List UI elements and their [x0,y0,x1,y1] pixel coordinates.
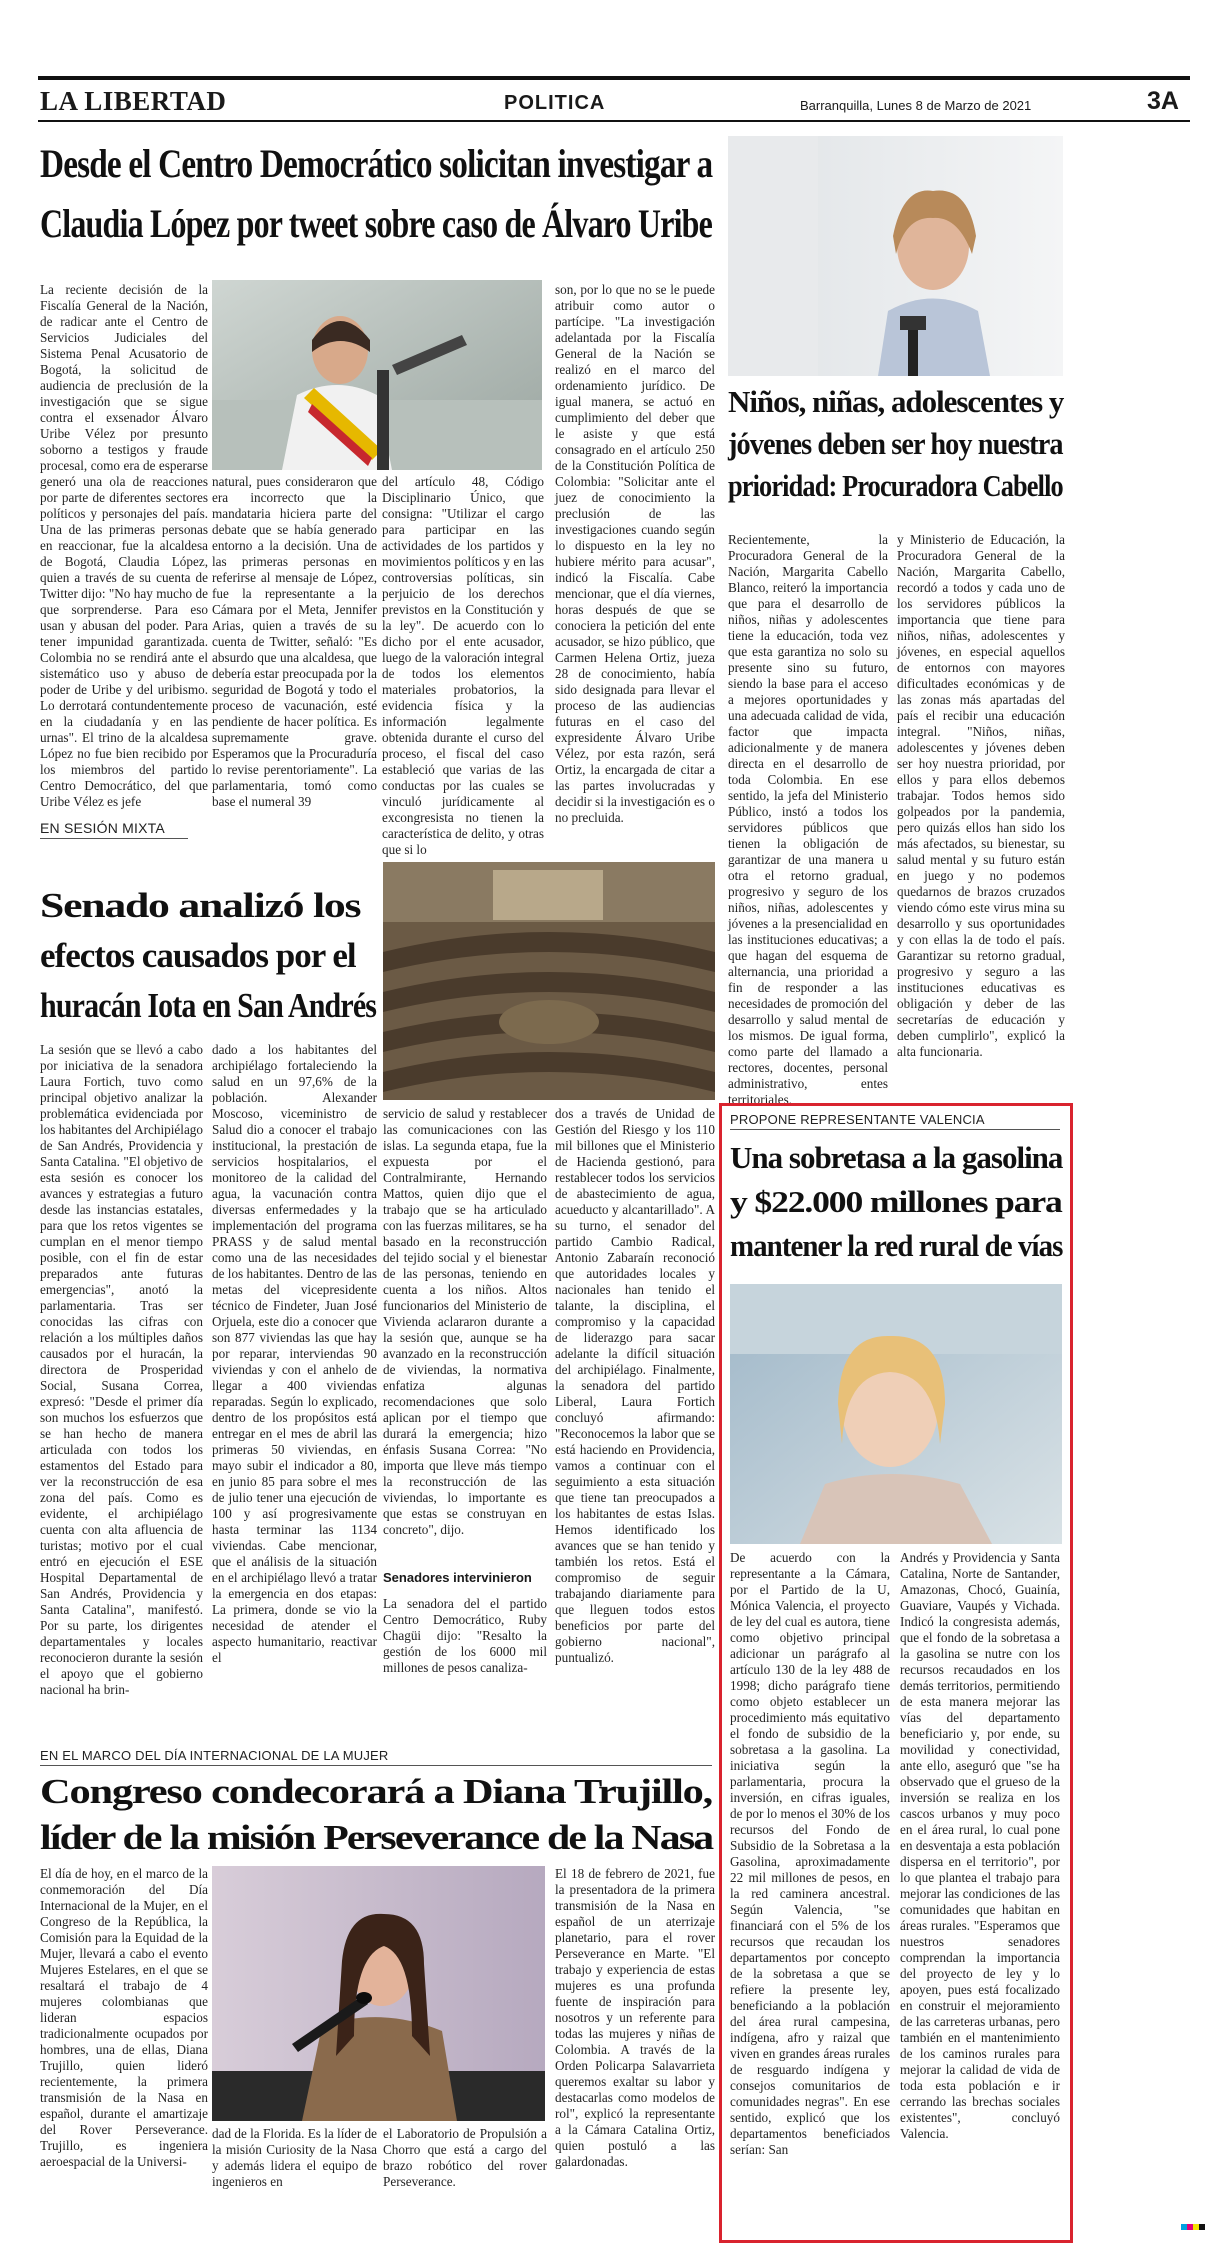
congress-session-photo [383,862,715,1100]
gasolina-kicker: PROPONE REPRESENTANTE VALENCIA [730,1112,985,1127]
color-registration-mark [1181,2224,1205,2230]
page-number: 3A [1147,87,1179,115]
uribe-column-1: La reciente decisión de la Fiscalía General de la Nación, de radicar ante el Centro de Servicios Judiciales del Sistema Penal Acusatorio de Bogotá, la solicitud de audiencia de preclusión de la investigación que se sigue contra el exsenador Álvaro Uribe Vélez por presunto soborno a testigos y fraude procesal, como era de esperarse generó una ola de reacciones por parte de diferentes sectores políticos y personajes del país. Una de las primeras personas en reaccionar, fue la alcaldesa de Bogotá, Claudia López, quien a través de su cuenta de Twitter dijo: "No hay mucho de que sorprenderse. Para eso usan y abusan del poder. Para tener impunidad garantizada. Colombia no se rendirá ante el sistemático uso y abuso de poder de Uribe y del uribismo. Lo derrotará contundentemente en la ciudadanía y en las urnas". El trino de la alcaldesa López no fue bien recibido por los miembros del partido Centro Democrático, del que Uribe Vélez es jefe [40,282,208,809]
procuradora-headline-line3: prioridad: Procuradora Cabello [728,468,1063,503]
margarita-cabello-photo [728,136,1063,376]
trujillo-column-4: El 18 de febrero de 2021, fue la presentadora de la primera transmisión de la Nasa en español de un aterrizaje planetario, para el rover Perseverance en Marte. "El trabajo y experiencia de estas mujeres es una profunda fuente de inspiración para nosotros y un referente para todas las mujeres y niñas de Colombia. A través de la Orden Policarpa Salavarrieta queremos exaltar su labor y destacarlas como modelos de rol", explicó la representante a la Cámara Catalina Ortiz, quien postuló a las galardonadas. [555,1866,715,2169]
trujillo-kicker: EN EL MARCO DEL DÍA INTERNACIONAL DE LA MUJER [40,1748,389,1763]
procuradora-column-1: Recientemente, la Procuradora General de la Nación, Margarita Cabello Blanco, reiteró la importancia que para el desarrollo de niños, niñas y adolescentes tiene la educación, toda vez que esta garantiza no solo su presente sino su futuro, siendo la base para el acceso a mejores oportunidades y una adecuada calidad de vida, factor que impacta adicionalmente y de manera directa en el desarrollo de toda Colombia. En ese sentido, la jefa del Ministerio Público, instó a todos los servidores públicos que tienen la obligación de garantizar de una manera u otra el retorno gradual, progresivo y seguro de los niños, niñas, adolescentes y jóvenes a la presencialidad en las instituciones educativas; a que hagan del esquema de alternancia, una prioridad a fin de responder a las necesidades de promoción del desarrollo y salud mental de los mismos. De igual forma, como parte del llamado a rectores, docentes, personal administrativo, entes territoriales, [728,532,888,1107]
senado-headline-line2: efectos causados por el [40,936,356,975]
gasolina-column-2: Andrés y Providencia y Santa Catalina, Norte de Santander, Amazonas, Chocó, Guainía, Guaviare, Vaupés y Vichada. Indicó la congresista además, que el fondo de la sobretasa a la gasolina se nutre con los recursos recaudados en los demás territorios, permitiendo de esta manera mejorar las vías del departamento beneficiario y, por ende, su movilidad y conectividad, ante ello, aseguró que "se ha observado que el grueso de la inversión se realiza en los cascos urbanos y muy poco en el área rural, lo cual pone en desventaja a esta población dispersa en el territorio", por lo que plantea el trabajo para mejorar las condiciones de las comunidades que habitan en áreas rurales. "Esperamos que nuestros senadores comprendan la importancia del proyecto de ley y lo apoyen, pues está focalizado en construir el mejoramiento de las carreteras urbanas, pero también en el mantenimiento de los caminos rurales para mejorar la calidad de vida de toda esta población e ir cerrando las brechas sociales existentes", concluyó Valencia. [900,1550,1060,2141]
newspaper-name: LA LIBERTAD [40,86,227,116]
section-name: POLITICA [504,92,606,114]
procuradora-headline-line1: Niños, niñas, adolescentes y [728,384,1064,419]
procuradora-headline-line2: jóvenes deben ser hoy nuestra [728,426,1063,461]
monica-valencia-photo [730,1284,1062,1544]
issue-date: Barranquilla, Lunes 8 de Marzo de 2021 [800,98,1032,113]
gasolina-column-1: De acuerdo con la representante a la Cámara, por el Partido de la U, Mónica Valencia, el proyecto de ley del cual es autora, tiene como objetivo principal adicionar un parágrafo al artículo 130 de la ley 488 de 1998; dicho parágrafo tiene como objeto establecer un procedimiento más equitativo el fondo de subsidio de la sobretasa a la gasolina. La iniciativa según la parlamentaria, procura la inversión, en cifras iguales, de por lo menos el 30% de los recursos del Fondo de Subsidio de la Sobretasa a la Gasolina, aproximadamente 22 mil millones de pesos, en la red caminera ancestral. Según Valencia, "se financiará con el 5% de los recursos que recaudan los departamentos por concepto de la sobretasa a que se refiere la presente ley, beneficiando a la población del área rural campesina, indígena, afro y raizal que viven en grandes áreas rurales de resguardo indígena y consejos comunitarios de comunidades negras". En ese sentido, explicó que los departamentos beneficiados serían: San [730,1550,890,2157]
masthead-top-rule [38,76,1190,80]
diana-trujillo-photo [212,1866,545,2121]
senado-kicker: EN SESIÓN MIXTA [40,820,165,836]
senado-headline-line3: huracán Iota en San Andrés [40,986,377,1025]
senado-subhead: Senadores intervinieron [383,1570,532,1585]
uribe-headline-line1: Desde el Centro Democrático solicitan investigar a [40,141,713,186]
senado-column-3b: La senadora del el partido Centro Democrático, Ruby Chagüi dijo: "Resalto la gestión de los 6000 mil millones de pesos canaliza- [383,1596,547,1675]
senado-kicker-underline [40,838,188,839]
masthead-bottom-rule [38,120,1190,122]
trujillo-headline-line1: Congreso condecorará a Diana Trujillo, [40,1772,713,1811]
gasolina-headline-line2: y $22.000 millones para [730,1184,1062,1219]
trujillo-headline-line2: líder de la misión Perseverance de la Nasa [40,1818,713,1857]
uribe-headline-line2: Claudia López por tweet sobre caso de Álvaro Uribe [40,201,713,246]
procuradora-column-2: y Ministerio de Educación, la Procuradora General de la Nación, Margarita Cabello, recordó a todos y cada uno de los servidores públicos la importancia que tiene para niños, niñas, adolescentes y jóvenes, en especial aquellos de entornos con mayores dificultades económicas y de las zonas más apartadas del país el recibir una educación integral. "Niños, niñas, adolescentes y jóvenes deben ser hoy nuestra prioridad, por ellos y para ellos debemos trabajar. Todos hemos sido golpeados por la pandemia, pero quizás ellos han sido los más afectados, su bienestar, su salud mental y su futuro están en juego y no podemos quedarnos de brazos cruzados viendo cómo este virus mina su desarrollo y sus oportunidades y con ellas la de todo el país. Garantizar su retorno gradual, progresivo y seguro a las instituciones educativas es obligación y deber de las secretarías de educación y deben cumplirlo", explicó la alta funcionaria. [897,532,1065,1059]
uribe-column-3: del artículo 48, Código Disciplinario Único, que consigna: "Utilizar el cargo para participar en las actividades de los partidos y movimientos políticos y en las controversias políticas, sin perjuicio de los derechos previstos en la Constitución y la ley". De acuerdo con lo dicho por el ente acusador, luego de la valoración integral de todos los elementos materiales probatorios, la evidencia física y la información legalmente obtenida durante el curso del proceso, el fiscal del caso estableció que varias de las conductas por las cuales se vinculó jurídicamente al excongresista no tienen la característica de delito, y otras que si lo [382,474,544,857]
gasolina-kicker-underline [730,1129,1060,1130]
gasolina-headline-line1: Una sobretasa a la gasolina [730,1140,1063,1175]
uribe-column-4: son, por lo que no se le puede atribuir como autor o partícipe. "La investigación adelantada por la Fiscalía General de la Nación se realizó en el marco del ordenamiento jurídico. De igual manera, se actuó en cumplimiento del deber que le asiste y que está consagrado en el artículo 250 de la Constitución Política de Colombia: "Solicitar ante el juez de conocimiento la preclusión de las investigaciones cuando según lo dispuesto en la ley no hubiere mérito para acusar", indicó la Fiscalía. Cabe mencionar, que el día viernes, horas después de que se conociera la petición del ente acusador, se hizo público, que Carmen Helena Ortiz, jueza 28 de conocimiento, había sido designada para llevar el proceso de las audiencias futuras en el caso del expresidente Álvaro Uribe Vélez, por esta razón, será Ortiz, la encargada de citar a las partes involucradas y decidir si la investigación es o no precluida. [555,282,715,825]
senado-column-1: La sesión que se llevó a cabo por iniciativa de la senadora Laura Fortich, tuvo como principal objetivo analizar la problemática evidenciada por los habitantes del Archipiélago de San Andrés, Providencia y Santa Catalina. "El objetivo de esta sesión es conocer los avances y estrategias a futuro desde las instancias estatales, para que los retos vigentes se cumplan en el menor tiempo posible, con el fin de estar preparados ante futuras emergencias", anotó la parlamentaria. Tras ser conocidas las cifras con relación a los múltiples daños causados por el huracán, la directora de Prosperidad Social, Susana Correa, expresó: "Desde el primer día son muchos los esfuerzos que se han hecho de manera articulada con todos los estamentos del Estado para ver la reconstrucción de esa zona del país. Como es evidente, el archipiélago cuenta con alta afluencia de turistas; motivo por el cual entró en ejecución el ESE Hospital Departamental de San Andrés, Providencia y Santa Catalina", manifestó. Por su parte, los dirigentes departamentales y locales reconocieron durante la sesión el apoyo que el gobierno nacional ha brin- [40,1042,203,1697]
trujillo-column-3: el Laboratorio de Propulsión a Chorro que está a cargo del brazo robótico del rover Perseverance. [383,2126,547,2189]
senado-column-4: dos a través de Unidad de Gestión del Riesgo y los 110 mil billones que el Ministerio de Hacienda gestionó, para restablecer todos los servicios de abastecimiento de agua, acueducto y alcantarillado". A su turno, el senador del partido Cambio Radical, Antonio Zabaraín reconoció que autoridades locales y nacionales han tenido el talante, la disciplina, el compromiso y la capacidad de liderazgo para sacar adelante la difícil situación del archipiélago. Finalmente, la senadora del partido Liberal, Laura Fortich concluyó afirmando: "Reconocemos la labor que se está haciendo en Providencia, vamos a continuar con el seguimiento a esta situación que tiene tan preocupados a los habitantes de estas Islas. Hemos identificado los avances que se han tenido y también los retos. Está el compromiso de seguir trabajando diariamente para que lleguen todos estos beneficios por parte del gobierno nacional", puntualizó. [555,1106,715,1665]
senado-column-3: servicio de salud y restablecer las comunicaciones con las islas. La segunda etapa, fue la expuesta por el Contralmirante, Hernando Mattos, quien dijo que el trabajo que se ha articulado con las fuerzas militares, se ha basado en la reconstrucción del tejido social y el bienestar de las personas, teniendo en cuenta a los niños. Altos funcionarios del Ministerio de Vivienda aclararon durante a la sesión que, aunque se ha avanzado en la reconstrucción de viviendas, la normativa enfatiza algunas recomendaciones que solo aplican por el tiempo que durará la emergencia; hizo énfasis Susana Correa: "No importa que lleve más tiempo la reconstrucción de las viviendas, lo importante es que estas se construyan en concreto", dijo. [383,1106,547,1537]
trujillo-kicker-underline [40,1765,712,1766]
uribe-column-2: natural, pues consideraron que era incorrecto que la mandataria hiciera parte del debate que se había generado entorno a la decisión. Una de las primeras personas en referirse al mensaje de López, fue la representante a la Cámara por el Meta, Jennifer Arias, quien a través de su cuenta de Twitter, señaló: "Es absurdo que una alcaldesa, que debería estar preocupada por la seguridad de Bogotá y todo el proceso de vacunación, esté pendiente de hacer política. Es supremamente grave. Esperamos que la Procuraduría lo revise perentoriamente". La parlamentaria, tomó como base el numeral 39 [212,474,377,809]
trujillo-column-1: El día de hoy, en el marco de la conmemoración del Día Internacional de la Mujer, en el Congreso de la República, la Comisión para la Equidad de la Mujer, llevará a cabo el evento Mujeres Estelares, en el que se resaltará el trabajo de 4 mujeres colombianas que lideran espacios tradicionalmente ocupados por hombres, una de ellas, Diana Trujillo, quien lideró recientemente, la primera transmisión de la Nasa en español, durante el amartizaje del Rover Perseverance. Trujillo, es ingeniera aeroespacial de la Universi- [40,1866,208,2169]
claudia-lopez-photo [212,280,542,470]
trujillo-column-2: dad de la Florida. Es la líder de la misión Curiosity de la Nasa y además lidera el equipo de ingenieros en [212,2126,377,2189]
senado-headline-line1: Senado analizó los [40,886,361,925]
senado-column-2: dado a los habitantes del archipiélago fortaleciendo la salud en un 97,6% de la población. Alexander Moscoso, viceministro de Salud dio a conocer el trabajo institucional, la prestación de servicios hospitalarios, el monitoreo de la calidad del agua, la vacunación contra diversas enfermedades y la implementación del programa PRASS y de salud mental como una de las necesidades de los habitantes. Dentro de las metas del vicepresidente técnico de Findeter, Juan José Orjuela, este dio a conocer que son 877 viviendas las que hay por reparar, interviendas 90 viviendas y con el anhelo de llegar a 400 viviendas reparadas. Según lo explicado, dentro de los propósitos está entregar en el mes de abril las primeras 50 viviendas, en mayo subir el indicador a 80, en junio 85 para sobre el mes de julio tener una ejecución de 100 y así progresivamente hasta terminar las 1134 viviendas. Cabe mencionar, que el análisis de la situación en el archipiélago llevó a tratar la emergencia en dos etapas: La primera, donde se vio la necesidad de atender el aspecto humanitario, reactivar el [212,1042,377,1665]
gasolina-headline-line3: mantener la red rural de vías [730,1228,1063,1263]
